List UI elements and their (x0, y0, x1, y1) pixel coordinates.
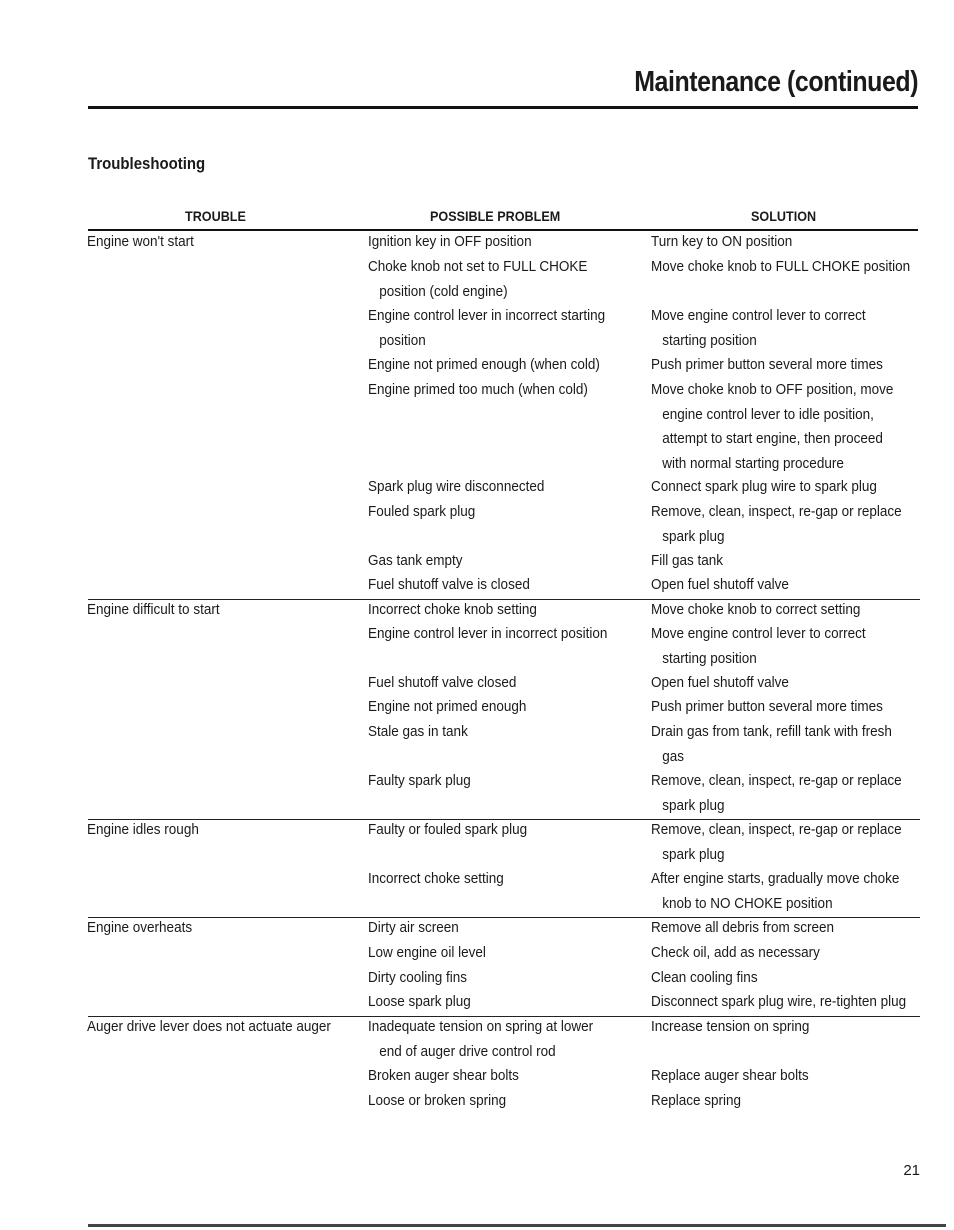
solution-cell: After engine starts, gradually move choke knob to NO CHOKE position (651, 870, 900, 912)
problem-cell: Engine primed too much (when cold) (368, 381, 588, 398)
column-header-solution: SOLUTION (751, 208, 817, 224)
problem-cell: Incorrect choke knob setting (368, 601, 537, 618)
problem-cell: Choke knob not set to FULL CHOKE position (cold engine) (368, 258, 588, 300)
solution-cell: Check oil, add as necessary (651, 944, 820, 961)
problem-cell: Loose or broken spring (368, 1092, 507, 1109)
solution-cell: Move choke knob to FULL CHOKE position (651, 258, 911, 275)
problem-cell: Gas tank empty (368, 552, 463, 569)
problem-cell: Spark plug wire disconnected (368, 478, 545, 495)
problem-cell: Low engine oil level (368, 944, 486, 961)
problem-cell: Loose spark plug (368, 993, 471, 1010)
trouble-cell: Engine overheats (87, 919, 193, 936)
solution-cell: Remove all debris from screen (651, 919, 835, 936)
page-title: Maintenance (continued) (634, 66, 918, 98)
problem-cell: Faulty spark plug (368, 772, 471, 789)
solution-cell: Replace spring (651, 1092, 742, 1109)
solution-cell: Turn key to ON position (651, 233, 793, 250)
bottom-rule (88, 1224, 946, 1227)
trouble-cell: Engine idles rough (87, 821, 199, 838)
solution-cell: Fill gas tank (651, 552, 724, 569)
problem-cell: Engine not primed enough (when cold) (368, 356, 600, 373)
problem-cell: Engine not primed enough (368, 698, 527, 715)
page-number: 21 (903, 1162, 920, 1179)
problem-cell: Dirty cooling fins (368, 969, 468, 986)
column-header-problem: POSSIBLE PROBLEM (430, 208, 561, 224)
solution-cell: Increase tension on spring (651, 1018, 810, 1035)
problem-cell: Broken auger shear bolts (368, 1067, 519, 1084)
problem-cell: Inadequate tension on spring at lower end of auger drive control rod (368, 1018, 594, 1060)
trouble-cell: Engine difficult to start (87, 601, 220, 618)
title-rule (88, 106, 918, 109)
solution-cell: Clean cooling fins (651, 969, 758, 986)
solution-cell: Move engine control lever to correct starting position (651, 625, 866, 667)
problem-cell: Incorrect choke setting (368, 870, 504, 887)
problem-cell: Faulty or fouled spark plug (368, 821, 528, 838)
trouble-cell: Auger drive lever does not actuate auger (87, 1018, 331, 1035)
problem-cell: Ignition key in OFF position (368, 233, 532, 250)
problem-cell: Fouled spark plug (368, 503, 476, 520)
trouble-cell: Engine won't start (87, 233, 194, 250)
problem-cell: Engine control lever in incorrect starting position (368, 307, 606, 349)
solution-cell: Disconnect spark plug wire, re-tighten plug (651, 993, 907, 1010)
solution-cell: Open fuel shutoff valve (651, 674, 789, 691)
solution-cell: Remove, clean, inspect, re-gap or replace spark plug (651, 772, 902, 814)
solution-cell: Open fuel shutoff valve (651, 576, 789, 593)
solution-cell: Push primer button several more times (651, 356, 883, 373)
solution-cell: Replace auger shear bolts (651, 1067, 809, 1084)
solution-cell: Move engine control lever to correct starting position (651, 307, 866, 349)
problem-cell: Dirty air screen (368, 919, 459, 936)
problem-cell: Fuel shutoff valve closed (368, 674, 517, 691)
section-title: Troubleshooting (88, 154, 206, 173)
column-header-trouble: TROUBLE (185, 208, 246, 224)
problem-cell: Engine control lever in incorrect position (368, 625, 608, 642)
solution-cell: Connect spark plug wire to spark plug (651, 478, 877, 495)
solution-cell: Push primer button several more times (651, 698, 883, 715)
solution-cell: Remove, clean, inspect, re-gap or replace spark plug (651, 503, 902, 545)
solution-cell: Move choke knob to correct setting (651, 601, 861, 618)
solution-cell: Remove, clean, inspect, re-gap or replace spark plug (651, 821, 902, 863)
problem-cell: Stale gas in tank (368, 723, 468, 740)
problem-cell: Fuel shutoff valve is closed (368, 576, 530, 593)
solution-cell: Drain gas from tank, refill tank with fresh gas (651, 723, 892, 765)
solution-cell: Move choke knob to OFF position, move engine control lever to idle position, attempt to start engine, then proceed with normal starting procedure (651, 381, 894, 472)
